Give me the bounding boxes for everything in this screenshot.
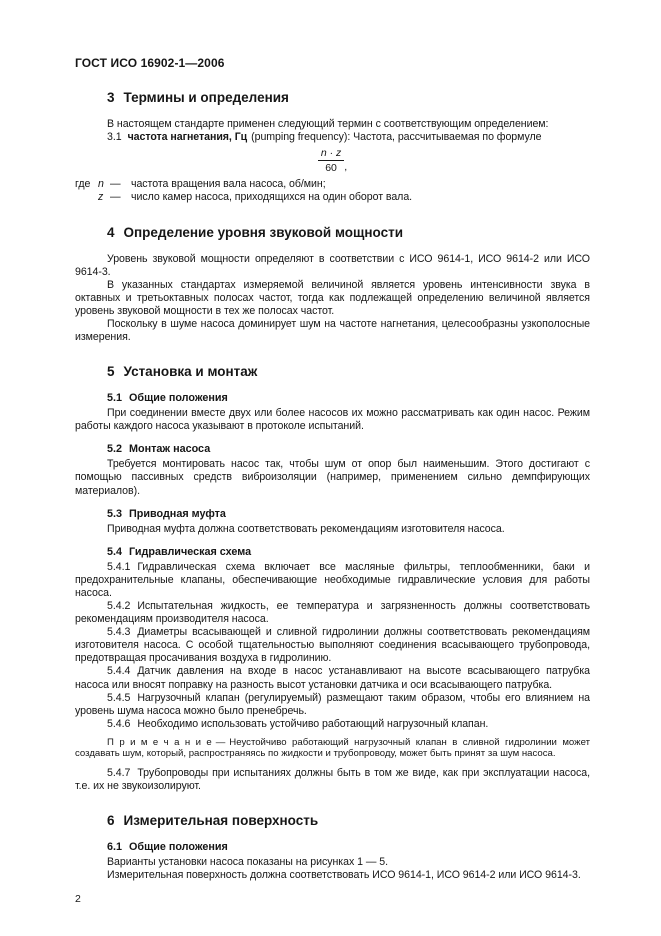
section-5-number: 5 xyxy=(107,364,115,380)
numbered-paragraph xyxy=(75,665,590,691)
section-3-title-text: Термины и определения xyxy=(123,90,289,105)
page-content xyxy=(75,56,590,905)
note-label: П р и м е ч а н и е xyxy=(107,736,212,748)
paragraph: При соединении вместе двух или более насосов их можно рассматривать как один насос. Режим работы каждого насоса указывают в протоколе испытаний. xyxy=(75,407,590,433)
clause-text: Нагрузочный клапан (регулируемый) размещают таким образом, чтобы его влиянием на уровень шума насоса можно было пренебречь. xyxy=(75,691,590,717)
paragraph: Поскольку в шуме насоса доминирует шум на частоте нагнетания, целесообразны узкополосные измерения. xyxy=(75,317,590,344)
subsection-5-1-title xyxy=(75,392,590,404)
clause-text: Датчик давления на входе в насос устанавливают на высоте всасывающего патрубка насоса или вносят поправку на разность высот установки датчика и оси всасывающего патрубка. xyxy=(75,665,590,691)
clause-text: Испытательная жидкость, ее температура и загрязненность должны соответствовать рекомендациям производителя насоса. xyxy=(75,600,590,626)
where-row xyxy=(75,191,590,204)
section-5-title xyxy=(75,364,590,379)
term-number: 3.1 xyxy=(107,131,122,144)
paragraph: Варианты установки насоса показаны на рисунках 1 — 5. xyxy=(107,856,388,869)
paragraph: В указанных стандартах измеряемой величиной является уровень интенсивности звука в октавных и третьоктавных полосах частот, тогда как подлежащей определению величиной является уровень звуковой мощности в тех же полосах частот. xyxy=(75,278,590,317)
numbered-paragraph xyxy=(75,561,590,600)
where-list xyxy=(75,178,590,204)
subsection-5-3-title-text: Приводная муфта xyxy=(129,507,226,520)
clause-number: 5.4.3 xyxy=(107,626,131,639)
clause-text: Необходимо использовать устойчиво работающий нагрузочный клапан. xyxy=(137,717,489,730)
subsection-6-1-number: 6.1 xyxy=(107,841,123,854)
paragraph: Приводная муфта должна соответствовать рекомендациям изготовителя насоса. xyxy=(107,522,505,535)
where-dash: — xyxy=(110,191,121,204)
where-var-n: n xyxy=(98,178,104,191)
note-dash: — xyxy=(215,736,226,748)
clause-text: Трубопроводы при испытаниях должны быть в том же виде, как при эксплуатации насоса, т.е. их не звукоизолируют. xyxy=(75,766,590,793)
numbered-paragraph xyxy=(75,692,590,718)
fraction-numerator: n · z xyxy=(318,147,344,161)
clause-number: 5.4.6 xyxy=(107,717,131,730)
section-4-number: 4 xyxy=(107,224,115,240)
subsection-5-2-title xyxy=(75,443,590,455)
where-dash: — xyxy=(110,178,121,191)
section-6-number: 6 xyxy=(107,813,115,829)
where-var-z: z xyxy=(98,191,104,204)
subsection-5-2-number: 5.2 xyxy=(107,443,123,456)
paragraph: Требуется монтировать насос так, чтобы шум от опор был наименьшим. Этого достигают с помощью пассивных средств виброизоляции (например, применением сильно демпфирующих материалов). xyxy=(75,458,590,497)
note-text: Неустойчиво работающий нагрузочный клапан в сливной гидролинии может создавать шум, который, распространяясь по жидкости и трубопроводу, может быть принят за шум насоса. xyxy=(75,736,590,760)
section-4-title-text: Определение уровня звуковой мощности xyxy=(123,224,404,240)
paragraph: Измерительная поверхность должна соответствовать ИСО 9614-1, ИСО 9614-2 или ИСО 9614-3. xyxy=(107,869,581,882)
numbered-paragraph xyxy=(75,767,590,793)
numbered-paragraph xyxy=(75,600,590,626)
term-rest: (pumping frequency): Частота, рассчитываемая по формуле xyxy=(251,131,542,144)
numbered-paragraph xyxy=(75,718,590,731)
section-5-title-text: Установка и монтаж xyxy=(123,364,258,380)
clause-number: 5.4.1 xyxy=(107,560,131,573)
subsection-6-1-title-text: Общие положения xyxy=(129,841,228,854)
clause-number: 5.4.4 xyxy=(107,665,131,678)
section-3-title xyxy=(75,90,590,105)
numbered-paragraph xyxy=(75,626,590,665)
term-name: частота нагнетания, Гц xyxy=(127,131,248,144)
clause-number: 5.4.2 xyxy=(107,600,131,612)
section-4-title xyxy=(75,225,590,240)
term-definition xyxy=(75,131,590,144)
subsection-6-1-title xyxy=(75,841,590,853)
formula-comma: , xyxy=(344,160,348,173)
clause-text: Диаметры всасывающей и сливной гидролинии должны соответствовать рекомендациям изготовителя насоса. С особой тщательностью выполняют соединения всасывающего трубопровода, предотвращая просачивания воздуха в гидролинию. xyxy=(75,626,590,665)
document-header: ГОСТ ИСО 16902-1—2006 xyxy=(75,56,225,70)
subsection-5-3-number: 5.3 xyxy=(107,507,123,520)
section-6-title-text: Измерительная поверхность xyxy=(123,813,319,829)
where-text-z: число камер насоса, приходящихся на один оборот вала. xyxy=(131,191,413,204)
formula xyxy=(75,147,590,174)
paragraph: Уровень звуковой мощности определяют в соответствии с ИСО 9614-1, ИСО 9614-2 или ИСО 9614-3. xyxy=(75,252,590,278)
page-number: 2 xyxy=(75,893,81,906)
subsection-5-4-number: 5.4 xyxy=(107,545,123,558)
subsection-5-1-title-text: Общие положения xyxy=(129,392,228,405)
subsection-5-3-title xyxy=(75,508,590,520)
clause-number: 5.4.7 xyxy=(107,766,131,779)
section-3-intro: В настоящем стандарте применен следующий термин с соответствующим определением: xyxy=(107,118,549,130)
clause-number: 5.4.5 xyxy=(107,691,131,704)
subsection-5-2-title-text: Монтаж насоса xyxy=(129,443,211,456)
note xyxy=(75,737,590,760)
section-6-title xyxy=(75,813,590,828)
fraction-denominator: 60 xyxy=(325,162,337,175)
subsection-5-1-number: 5.1 xyxy=(107,392,123,405)
subsection-5-4-title xyxy=(75,546,590,558)
where-row xyxy=(75,178,590,191)
subsection-5-4-title-text: Гидравлическая схема xyxy=(129,545,252,558)
section-3-number: 3 xyxy=(107,90,115,105)
where-text-n: частота вращения вала насоса, об/мин; xyxy=(131,178,326,191)
where-label: где xyxy=(75,178,91,191)
clause-text: Гидравлическая схема включает все масляные фильтры, теплообменники, баки и предохранительные клапаны, обеспечивающие необходимые гидравлические условия для работы насоса. xyxy=(75,560,590,599)
fraction xyxy=(318,147,344,174)
